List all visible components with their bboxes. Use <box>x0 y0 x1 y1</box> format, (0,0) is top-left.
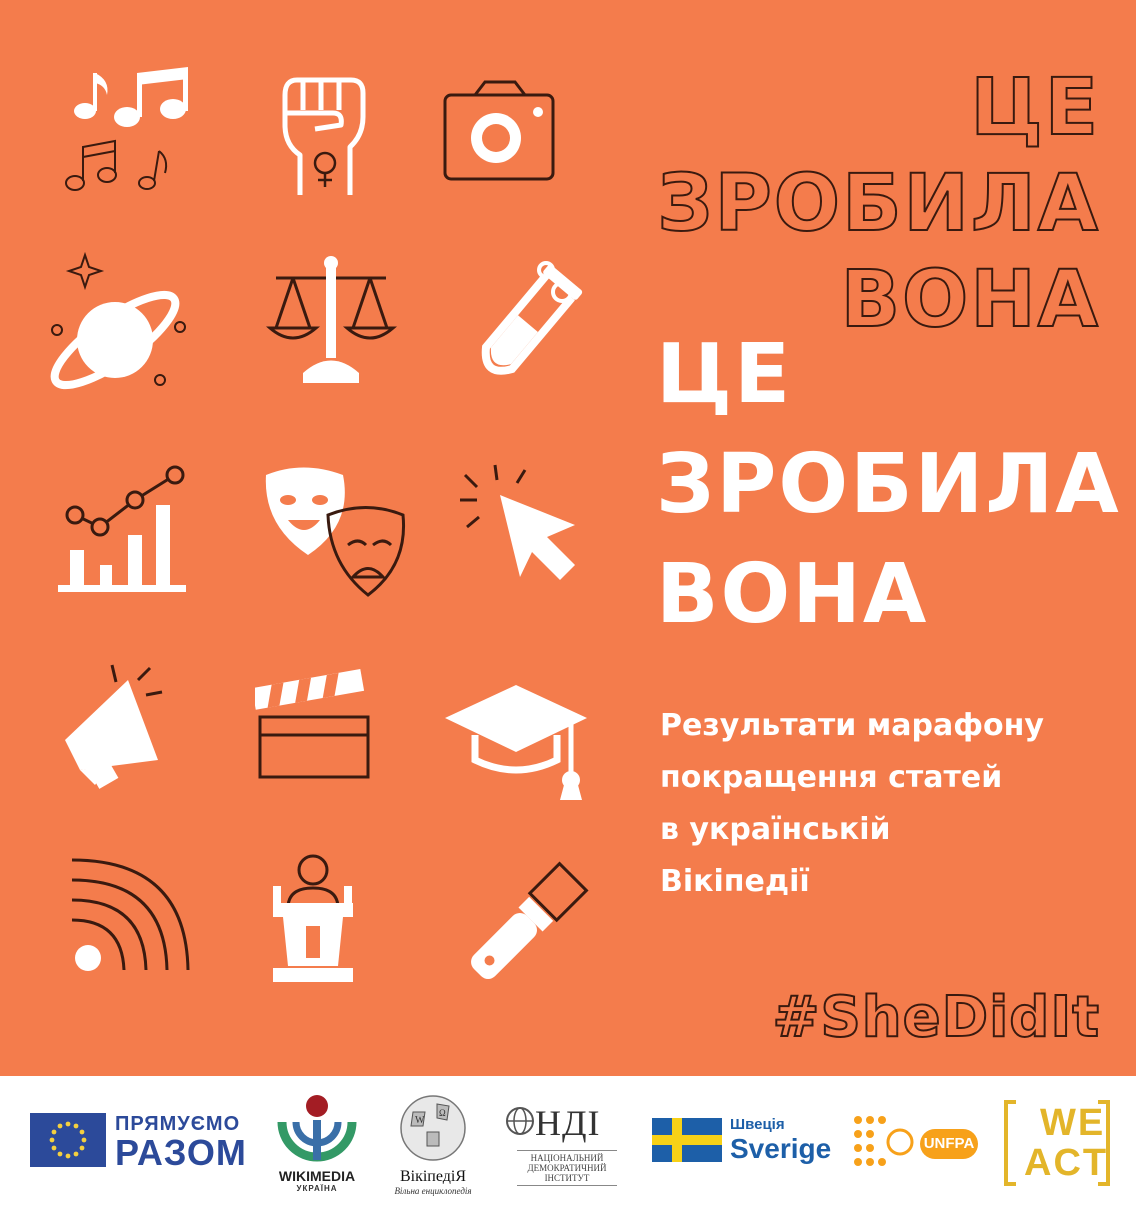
hashtag: #SheDidIt <box>772 985 1100 1050</box>
sweden-line2: Sverige <box>730 1133 832 1164</box>
outline-title-line2: ЗРОБИЛА <box>657 159 1100 249</box>
raised-fist-female-icon <box>255 55 405 205</box>
partner-logos-footer <box>0 1076 1136 1211</box>
ndi-logo <box>505 1102 617 1192</box>
eu-logo-text <box>115 1113 247 1171</box>
sweden-flag-icon <box>652 1118 722 1162</box>
clapperboard-icon <box>255 665 405 815</box>
ndi-sub: НАЦІОНАЛЬНИЙ ДЕМОКРАТИЧНИЙ ІНСТИТУТ <box>517 1150 617 1186</box>
main-title-line2: ЗРОБИЛА <box>656 437 1121 532</box>
eu-line2: РАЗОМ <box>115 1132 247 1173</box>
undp-dots-icon <box>850 1112 920 1172</box>
subtitle-line2: покращення статей <box>660 760 1003 795</box>
cursor-click-icon <box>455 455 605 605</box>
test-tube-icon <box>450 250 600 400</box>
wikipedia-logo <box>388 1092 478 1204</box>
ndi-globe-icon <box>505 1106 535 1136</box>
eu-line1: ПРЯМУЄМО <box>115 1113 241 1135</box>
music-notes-icon <box>55 55 205 205</box>
svg-text:Ω: Ω <box>439 1108 446 1118</box>
weact-line1: WE <box>1040 1102 1106 1144</box>
bar-chart-icon <box>50 455 200 605</box>
subtitle-line3: в українській <box>660 812 891 847</box>
camera-icon <box>440 70 590 220</box>
outline-title-line1: ЦЕ <box>970 63 1100 153</box>
sweden-logo-text <box>730 1116 831 1164</box>
undp-unfpa-logo <box>850 1112 980 1172</box>
subtitle-line1: Результати марафону <box>660 708 1044 743</box>
speaker-podium-icon <box>258 848 408 998</box>
rss-feed-icon <box>62 840 212 990</box>
wikimedia-name: WIKIMEDIA <box>278 1168 356 1184</box>
paint-brush-icon <box>452 848 602 998</box>
wikimedia-icon <box>272 1092 362 1164</box>
scales-of-justice-icon <box>258 248 408 398</box>
outline-title <box>657 60 1100 348</box>
main-title-line1: ЦЕ <box>656 327 793 422</box>
wikimedia-ukraine-logo <box>272 1092 362 1202</box>
ndi-abbr: НДІ <box>535 1103 601 1143</box>
main-title <box>656 320 1121 650</box>
wikipedia-globe-icon <box>393 1092 473 1164</box>
outline-title-line3: ВОНА <box>840 255 1100 345</box>
weact-line2: ACT <box>1024 1142 1109 1184</box>
wikipedia-name: ВікіпедіЯ <box>399 1168 467 1185</box>
wikipedia-sub: Вільна енциклопедія <box>394 1186 472 1196</box>
eu-flag-icon <box>30 1113 106 1167</box>
weact-logo <box>1004 1098 1110 1188</box>
sweden-line1: Швеція <box>730 1116 785 1133</box>
theater-masks-icon <box>258 455 408 605</box>
subtitle-line4: Вікіпедії <box>660 864 810 899</box>
graduation-cap-icon <box>440 680 590 830</box>
wikimedia-sub: УКРАЇНА <box>296 1184 338 1193</box>
svg-text:W: W <box>415 1115 425 1126</box>
main-title-line3: ВОНА <box>656 547 929 642</box>
megaphone-icon <box>50 660 200 810</box>
unfpa-label: UNFPA <box>920 1129 978 1159</box>
planet-icon <box>45 245 195 395</box>
subtitle <box>660 700 1110 908</box>
